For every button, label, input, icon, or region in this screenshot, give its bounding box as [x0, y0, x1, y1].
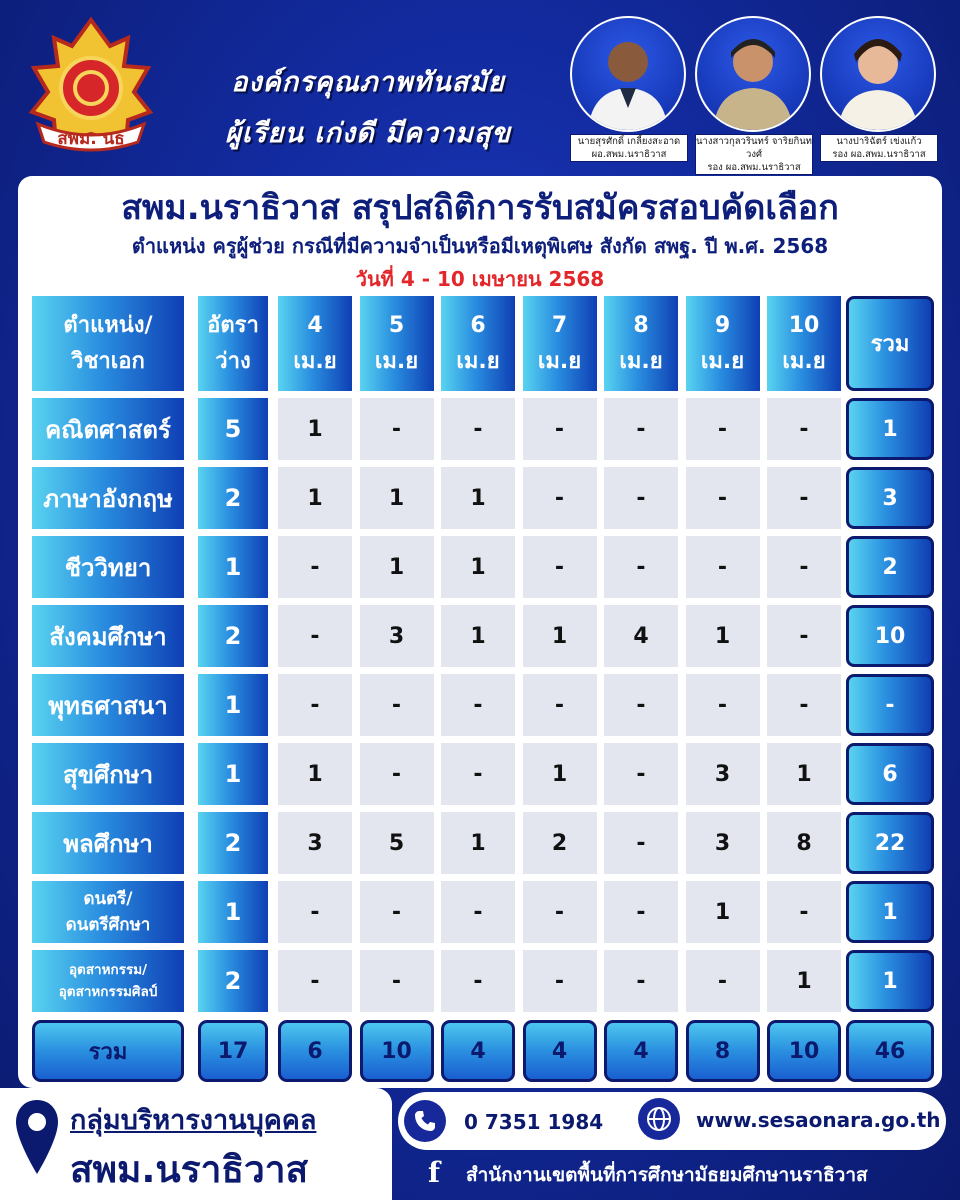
row-day-count: -	[441, 674, 515, 736]
row-day-count: -	[686, 398, 760, 460]
cell-text-line: 4	[307, 312, 323, 338]
row-day-count: 1	[278, 398, 352, 460]
row-day-count: -	[604, 812, 678, 874]
cell-text-line: ภาษาอังกฤษ	[43, 484, 173, 513]
row-day-count: -	[767, 536, 841, 598]
person-position: รอง ผอ.สพม.นราธิวาส	[832, 149, 926, 160]
sum-day: 10	[360, 1020, 434, 1082]
row-total: 3	[846, 467, 934, 529]
row-day-count: -	[441, 398, 515, 460]
title-date: วันที่ 4 - 10 เมษายน 2568	[355, 267, 605, 291]
sum-day: 8	[686, 1020, 760, 1082]
sum-vacancy: 17	[198, 1020, 268, 1082]
person-position: ผอ.สพม.นราธิวาส	[591, 149, 667, 160]
row-total: 22	[846, 812, 934, 874]
row-day-count: -	[360, 743, 434, 805]
row-day-count: 1	[767, 743, 841, 805]
website-link[interactable]: www.sesaonara.go.th	[696, 1108, 941, 1132]
cell-text-line: 5	[388, 312, 405, 338]
row-day-count: -	[686, 467, 760, 529]
header-vacancy	[198, 296, 268, 391]
row-vacancy: 1	[198, 881, 268, 943]
row-day-count: -	[767, 467, 841, 529]
row-day-count: -	[278, 536, 352, 598]
cell-text-line: เม.ย	[619, 348, 663, 374]
row-day-count: -	[441, 950, 515, 1012]
row-day-count: 5	[360, 812, 434, 874]
phone-icon	[404, 1100, 446, 1142]
location-pin-icon	[14, 1098, 60, 1178]
cell-text-line: 10	[788, 312, 820, 338]
person-photo	[695, 16, 811, 132]
row-total: 10	[846, 605, 934, 667]
row-day-count: -	[767, 674, 841, 736]
sum-total: 46	[846, 1020, 934, 1082]
cell-text-line: เม.ย	[293, 348, 337, 374]
person-name: นางปาริฉัตร์ เข่งแก้ว	[836, 136, 922, 147]
cell-text-line: พุทธศาสนา	[48, 691, 168, 720]
person-photo	[570, 16, 686, 132]
cell-text-line: อุตสาหกรรมศิลป์	[58, 984, 158, 1000]
row-day-count: -	[523, 536, 597, 598]
cell-text-line: ตำแหน่ง/	[63, 312, 153, 338]
header-day	[523, 296, 597, 391]
row-day-count: -	[523, 881, 597, 943]
header-day	[604, 296, 678, 391]
cell-text-line: ดนตรีศึกษา	[65, 915, 151, 935]
row-day-count: 1	[686, 881, 760, 943]
row-day-count: -	[604, 536, 678, 598]
row-day-count: 1	[441, 605, 515, 667]
row-day-count: -	[360, 398, 434, 460]
row-total: -	[846, 674, 934, 736]
person-caption	[570, 134, 688, 162]
row-day-count: -	[441, 743, 515, 805]
cell-text-line: ว่าง	[215, 348, 251, 374]
facebook-icon[interactable]: f	[428, 1156, 441, 1189]
header-day	[686, 296, 760, 391]
row-day-count: -	[686, 536, 760, 598]
slogan-line2: ผู้เรียน เก่งดี มีความสุข	[225, 118, 511, 149]
row-total: 1	[846, 398, 934, 460]
row-day-count: 1	[441, 467, 515, 529]
row-day-count: 2	[523, 812, 597, 874]
person-deputy-2	[820, 16, 936, 160]
row-total: 1	[846, 950, 934, 1012]
row-total: 6	[846, 743, 934, 805]
row-day-count: 1	[360, 536, 434, 598]
row-day-count: -	[767, 605, 841, 667]
row-subject	[32, 398, 184, 460]
person-position: รอง ผอ.สพม.นราธิวาส	[707, 162, 801, 173]
row-total: 1	[846, 881, 934, 943]
row-day-count: 1	[360, 467, 434, 529]
header-day	[767, 296, 841, 391]
row-day-count: 1	[278, 467, 352, 529]
row-vacancy: 2	[198, 467, 268, 529]
sum-day: 10	[767, 1020, 841, 1082]
cell-text-line: เม.ย	[537, 348, 582, 374]
sum-day: 4	[523, 1020, 597, 1082]
row-day-count: -	[604, 674, 678, 736]
department-name: กลุ่มบริหารงานบุคคล	[70, 1105, 317, 1136]
row-day-count: -	[767, 881, 841, 943]
cell-text-line: ดนตรี/	[83, 889, 133, 909]
person-caption	[695, 134, 813, 175]
cell-text-line: เม.ย	[700, 348, 745, 374]
row-day-count: -	[278, 950, 352, 1012]
row-subject	[32, 743, 184, 805]
title-subtitle: ตำแหน่ง ครูผู้ช่วย กรณีที่มีความจำเป็นหรือมีเหตุพิเศษ สังกัด สพฐ. ปี พ.ศ. 2568	[131, 234, 829, 258]
row-day-count: 1	[523, 743, 597, 805]
row-day-count: -	[604, 743, 678, 805]
header-subject	[32, 296, 184, 391]
row-vacancy: 1	[198, 674, 268, 736]
row-vacancy: 2	[198, 605, 268, 667]
row-day-count: 3	[686, 812, 760, 874]
cell-text-line: อัตรา	[207, 312, 259, 338]
row-day-count: 3	[278, 812, 352, 874]
row-day-count: -	[604, 881, 678, 943]
title-main: สพม.นราธิวาส สรุปสถิติการรับสมัครสอบคัดเลือก	[121, 188, 839, 228]
header-day	[441, 296, 515, 391]
row-day-count: -	[686, 674, 760, 736]
sum-day: 4	[441, 1020, 515, 1082]
person-name: นายสุรศักดิ์ เกลี้ยงสะอาด	[577, 136, 681, 147]
globe-icon	[638, 1098, 680, 1140]
cell-text-line: 7	[551, 312, 568, 338]
row-subject	[32, 536, 184, 598]
row-day-count: 4	[604, 605, 678, 667]
row-day-count: 3	[360, 605, 434, 667]
logo-text: สพม. นธ	[57, 129, 125, 149]
header-day	[278, 296, 352, 391]
cell-text-line: เม.ย	[782, 348, 826, 374]
row-day-count: -	[686, 950, 760, 1012]
person-photo	[820, 16, 936, 132]
row-vacancy: 2	[198, 950, 268, 1012]
row-day-count: -	[360, 881, 434, 943]
row-day-count: 1	[441, 812, 515, 874]
row-subject	[32, 674, 184, 736]
slogan	[188, 60, 548, 154]
row-day-count: -	[767, 398, 841, 460]
cell-text-line: 8	[633, 312, 649, 338]
row-day-count: -	[278, 674, 352, 736]
row-day-count: 1	[278, 743, 352, 805]
cell-text-line: คณิตศาสตร์	[45, 415, 171, 444]
cell-text-line: อุตสาหกรรม/	[68, 962, 148, 978]
cell-text-line: พลศึกษา	[63, 829, 153, 858]
row-day-count: 1	[767, 950, 841, 1012]
row-vacancy: 5	[198, 398, 268, 460]
row-day-count: -	[278, 605, 352, 667]
cell-text-line: วิชาเอก	[71, 348, 145, 374]
cell-text-line: สุขศึกษา	[62, 760, 154, 789]
row-day-count: -	[604, 950, 678, 1012]
row-day-count: -	[604, 398, 678, 460]
row-day-count: 1	[441, 536, 515, 598]
row-day-count: 1	[686, 605, 760, 667]
row-day-count: -	[523, 467, 597, 529]
row-subject	[32, 605, 184, 667]
row-subject	[32, 467, 184, 529]
row-day-count: -	[360, 950, 434, 1012]
row-vacancy: 1	[198, 536, 268, 598]
row-day-count: -	[523, 398, 597, 460]
header-day	[360, 296, 434, 391]
cell-text-line: ชีววิทยา	[64, 553, 152, 582]
row-vacancy: 1	[198, 743, 268, 805]
person-caption	[820, 134, 938, 162]
row-day-count: -	[523, 674, 597, 736]
cell-text-line: 6	[470, 312, 486, 338]
person-director	[570, 16, 686, 160]
row-subject	[32, 812, 184, 874]
row-day-count: -	[604, 467, 678, 529]
cell-text-line: 9	[714, 312, 731, 338]
header-total: รวม	[846, 296, 934, 391]
row-day-count: 3	[686, 743, 760, 805]
person-deputy-1	[695, 16, 812, 173]
row-day-count: 8	[767, 812, 841, 874]
sum-day: 6	[278, 1020, 352, 1082]
row-vacancy: 2	[198, 812, 268, 874]
cell-text-line: สังคมศึกษา	[49, 622, 167, 651]
row-day-count: -	[523, 950, 597, 1012]
row-day-count: -	[360, 674, 434, 736]
person-name: นางสาวกุลวรินทร์ จาริยกินทวงศ์	[696, 136, 812, 160]
row-total: 2	[846, 536, 934, 598]
slogan-line1: องค์กรคุณภาพทันสมัย	[231, 67, 505, 98]
row-day-count: -	[441, 881, 515, 943]
row-subject	[32, 950, 184, 1012]
office-full-name: สำนักงานเขตพื้นที่การศึกษามัธยมศึกษานราธิวาส	[466, 1164, 868, 1186]
office-logo	[18, 16, 164, 156]
row-day-count: 1	[523, 605, 597, 667]
cell-text-line: เม.ย	[374, 348, 419, 374]
sum-day: 4	[604, 1020, 678, 1082]
row-day-count: -	[278, 881, 352, 943]
cell-text-line: เม.ย	[456, 348, 500, 374]
row-subject	[32, 881, 184, 943]
sum-label: รวม	[32, 1020, 184, 1082]
office-short-name: สพม.นราธิวาส	[70, 1148, 309, 1191]
phone-number[interactable]: 0 7351 1984	[464, 1110, 604, 1134]
